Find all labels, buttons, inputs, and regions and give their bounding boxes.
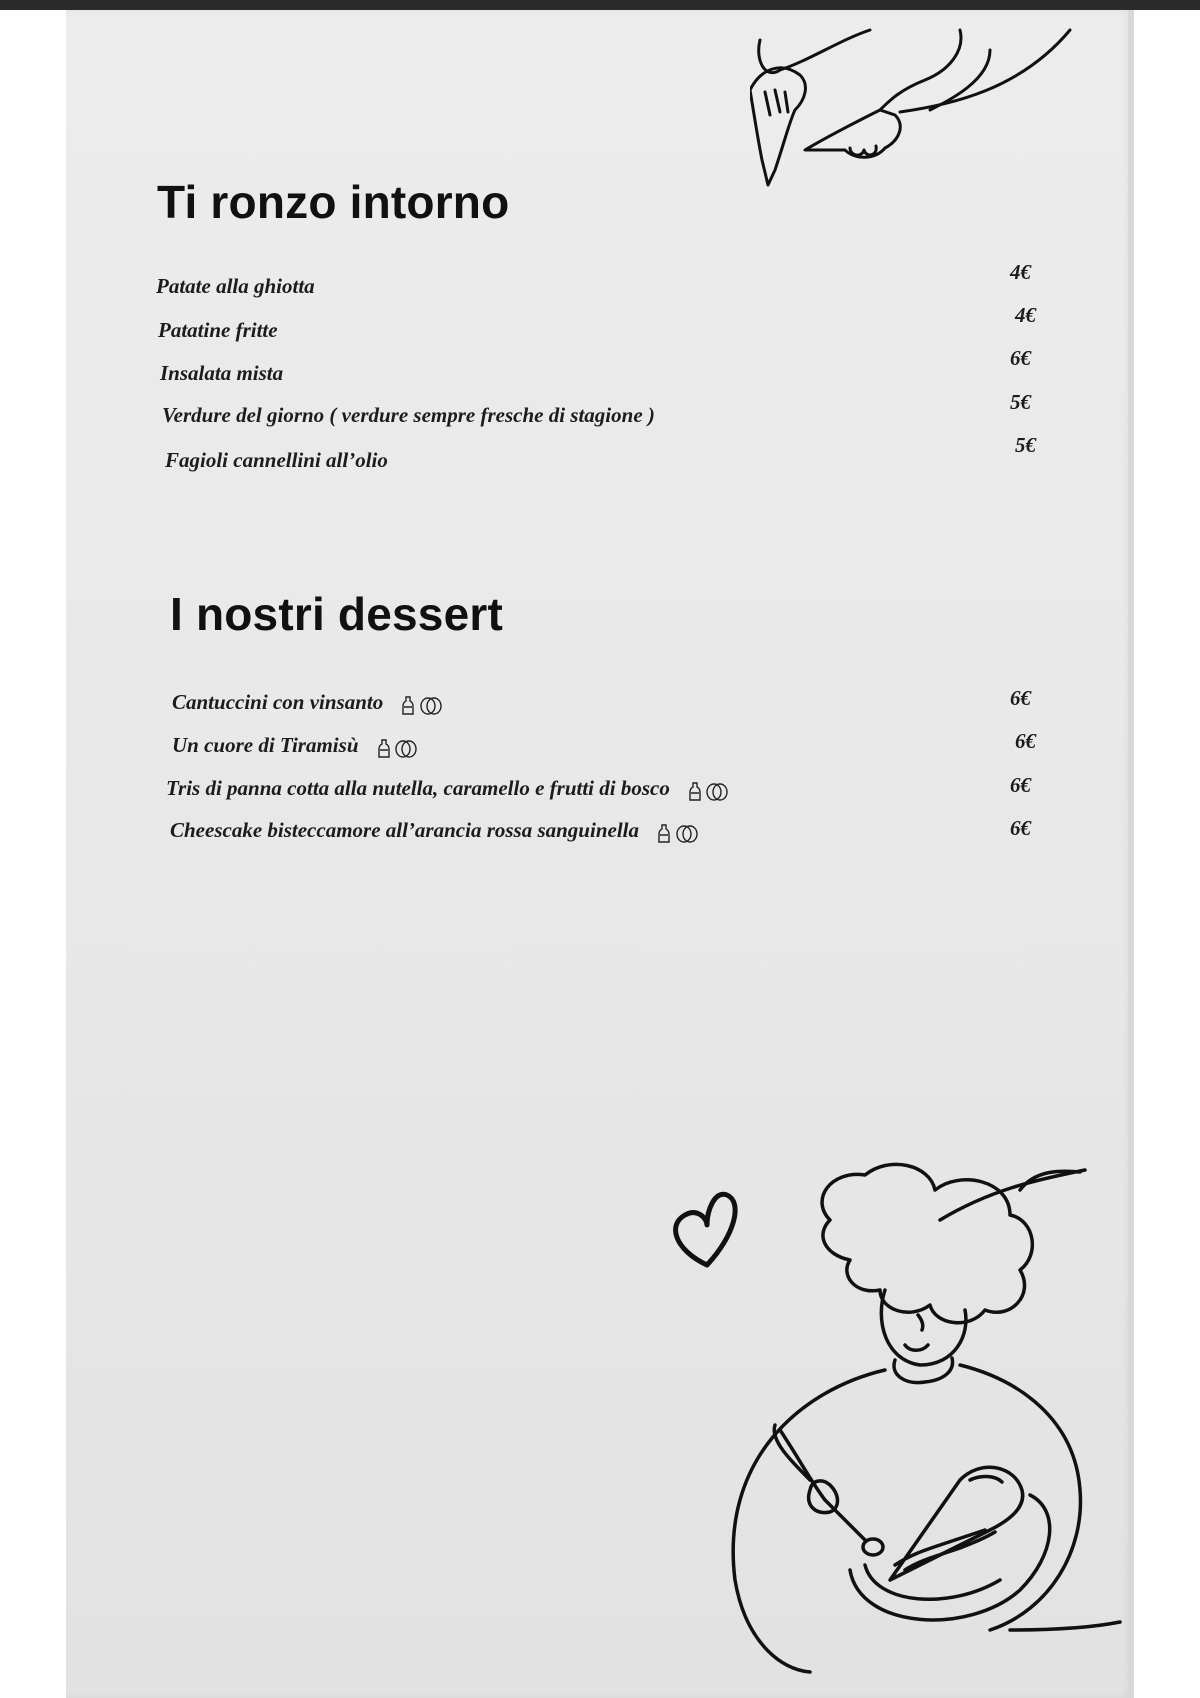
woman-eating-cake-icon [690,1160,1130,1680]
menu-item: Patatine fritte [158,318,278,342]
gluten-icon [706,782,728,802]
menu-item-price: 6€ [1010,346,1031,370]
menu-item-price: 4€ [1015,303,1036,327]
gluten-icon [395,739,417,759]
menu-item-price: 6€ [1010,773,1031,797]
allergen-icons [689,778,728,803]
milk-bottle-icon [402,696,414,716]
section-title-desserts: I nostri dessert [170,588,503,640]
menu-item-price: 6€ [1015,729,1036,753]
menu-item [172,690,442,717]
pointing-hands-icon [750,20,1130,190]
menu-item [170,818,698,845]
menu-item-price: 5€ [1015,433,1036,457]
gluten-icon [420,696,442,716]
menu-item: Fagioli cannellini all’olio [165,448,388,472]
menu-item-name: Un cuore di Tiramisù [172,733,359,757]
menu-item [166,776,728,803]
menu-item: Verdure del giorno ( verdure sempre fresche di stagione ) [162,403,655,427]
menu-item-price: 5€ [1010,390,1031,414]
milk-bottle-icon [378,739,390,759]
allergen-icons [658,820,697,845]
menu-item-price: 6€ [1010,686,1031,710]
milk-bottle-icon [689,782,701,802]
menu-item [172,733,417,760]
menu-item-price: 6€ [1010,816,1031,840]
menu-item-name: Tris di panna cotta alla nutella, caramello e frutti di bosco [166,776,670,800]
menu-item-price: 4€ [1010,260,1031,284]
milk-bottle-icon [658,824,670,844]
allergen-icons [402,692,441,717]
menu-item: Patate alla ghiotta [156,274,315,298]
menu-item: Insalata mista [160,361,284,385]
top-frame-bar [0,0,1200,10]
section-title-sides: Ti ronzo intorno [157,176,510,228]
menu-item-name: Cantuccini con vinsanto [172,690,384,714]
allergen-icons [378,735,417,760]
menu-item-name: Cheescake bisteccamore all’arancia rossa sanguinella [170,818,639,842]
gluten-icon [676,824,698,844]
